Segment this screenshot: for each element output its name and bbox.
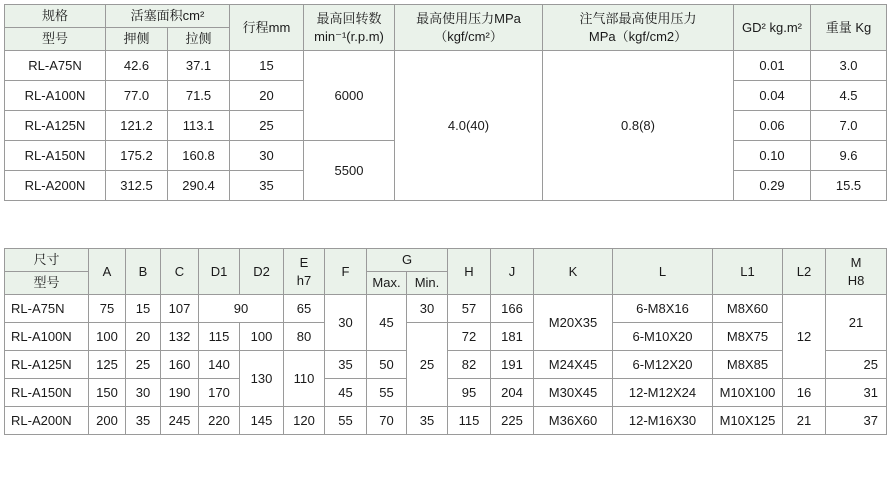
weight-header: 重量 Kg	[811, 5, 887, 51]
model-cell: RL-A150N	[5, 141, 106, 171]
cell-L1: M8X75	[713, 323, 783, 351]
cell-C: 107	[161, 295, 199, 323]
col-E-header-line2: h7	[296, 272, 312, 288]
model-cell: RL-A200N	[5, 171, 106, 201]
cell-A: 75	[89, 295, 126, 323]
weight-cell: 9.6	[811, 141, 887, 171]
spec-header-cell: 规格	[5, 5, 106, 28]
rpm-cell: 6000	[304, 51, 395, 141]
model-cell: RL-A200N	[5, 407, 89, 435]
cell-G-max: 55	[367, 379, 407, 407]
cell-D1: 170	[199, 379, 240, 407]
weight-cell: 7.0	[811, 111, 887, 141]
spec-table	[4, 4, 887, 201]
cell-H: 72	[448, 323, 491, 351]
cell-M-merged: 21	[826, 295, 887, 351]
cell-E-merged: 110	[284, 351, 325, 407]
table-row	[5, 407, 887, 435]
cell-L1: M10X100	[713, 379, 783, 407]
pull-cell: 71.5	[168, 81, 230, 111]
cell-D1: 220	[199, 407, 240, 435]
col-L1-header: L1	[713, 249, 783, 295]
gd2-cell: 0.06	[734, 111, 811, 141]
col-J-header: J	[491, 249, 534, 295]
model-cell: RL-A75N	[5, 295, 89, 323]
cell-H: 115	[448, 407, 491, 435]
cell-L: 6-M10X20	[613, 323, 713, 351]
cell-L: 6-M12X20	[613, 351, 713, 379]
cell-L2-merged: 12	[783, 295, 826, 379]
max-pressure-header-line1: 最高使用压力MPa	[416, 10, 521, 26]
gd2-cell: 0.29	[734, 171, 811, 201]
cell-L: 12-M16X30	[613, 407, 713, 435]
col-G-max-header: Max.	[367, 272, 407, 295]
cell-D2: 100	[240, 323, 284, 351]
cell-K: M36X60	[534, 407, 613, 435]
cell-L1: M8X60	[713, 295, 783, 323]
inject-pressure-header-line2: MPa（kgf/cm2）	[588, 28, 688, 44]
cell-L1: M10X125	[713, 407, 783, 435]
cell-B: 35	[126, 407, 161, 435]
stroke-cell: 30	[230, 141, 304, 171]
cell-B: 25	[126, 351, 161, 379]
max-rpm-header-line1: 最高回转数	[316, 10, 382, 26]
cell-J: 166	[491, 295, 534, 323]
cell-G-max-merged: 45	[367, 295, 407, 351]
pull-cell: 290.4	[168, 171, 230, 201]
col-L-header: L	[613, 249, 713, 295]
col-H-header: H	[448, 249, 491, 295]
cell-E: 120	[284, 407, 325, 435]
cell-F: 35	[325, 351, 367, 379]
pull-cell: 160.8	[168, 141, 230, 171]
cell-A: 150	[89, 379, 126, 407]
cell-A: 100	[89, 323, 126, 351]
dimension-table	[4, 248, 887, 435]
model-cell: RL-A125N	[5, 351, 89, 379]
col-M-header	[826, 249, 887, 295]
inject-pressure-header	[543, 5, 734, 51]
col-F-header: F	[325, 249, 367, 295]
cell-L2: 16	[783, 379, 826, 407]
model-cell: RL-A75N	[5, 51, 106, 81]
cell-D1: 140	[199, 351, 240, 379]
cell-G-max: 50	[367, 351, 407, 379]
cell-F: 45	[325, 379, 367, 407]
cell-C: 160	[161, 351, 199, 379]
cell-G-min-merged: 25	[407, 323, 448, 407]
col-A-header: A	[89, 249, 126, 295]
cell-A: 125	[89, 351, 126, 379]
gd2-cell: 0.04	[734, 81, 811, 111]
col-D1-header: D1	[199, 249, 240, 295]
cell-C: 190	[161, 379, 199, 407]
cell-L: 6-M8X16	[613, 295, 713, 323]
stroke-cell: 15	[230, 51, 304, 81]
gd2-header: GD² kg.m²	[734, 5, 811, 51]
cell-J: 191	[491, 351, 534, 379]
cell-F: 55	[325, 407, 367, 435]
col-B-header: B	[126, 249, 161, 295]
weight-cell: 3.0	[811, 51, 887, 81]
pull-side-header: 拉侧	[168, 28, 230, 51]
col-E-header-line1: E	[299, 254, 309, 270]
model-cell: RL-A100N	[5, 323, 89, 351]
inject-pressure-header-line1: 注气部最高使用压力	[579, 10, 697, 26]
cell-K: M24X45	[534, 351, 613, 379]
cell-G-max: 70	[367, 407, 407, 435]
cell-D2: 145	[240, 407, 284, 435]
col-G-min-header: Min.	[407, 272, 448, 295]
stroke-cell: 35	[230, 171, 304, 201]
push-cell: 175.2	[106, 141, 168, 171]
cell-C: 132	[161, 323, 199, 351]
stroke-header: 行程mm	[230, 5, 304, 51]
cell-D2-merged: 130	[240, 351, 284, 407]
cell-E: 80	[284, 323, 325, 351]
table-row	[5, 51, 887, 81]
stroke-cell: 20	[230, 81, 304, 111]
push-cell: 312.5	[106, 171, 168, 201]
pull-cell: 113.1	[168, 111, 230, 141]
cell-L2: 21	[783, 407, 826, 435]
cell-J: 204	[491, 379, 534, 407]
max-rpm-header	[304, 5, 395, 51]
gd2-cell: 0.01	[734, 51, 811, 81]
max-pressure-header-line2: （kgf/cm²）	[434, 28, 503, 44]
cell-C: 245	[161, 407, 199, 435]
col-K-header: K	[534, 249, 613, 295]
cell-K-merged: M20X35	[534, 295, 613, 351]
cell-G-min: 30	[407, 295, 448, 323]
max-pressure-cell: 4.0(40)	[395, 51, 543, 201]
cell-L: 12-M12X24	[613, 379, 713, 407]
cell-D1: 115	[199, 323, 240, 351]
cell-M: 31	[826, 379, 887, 407]
col-M-header-line2: H8	[847, 272, 865, 288]
cell-F-merged: 30	[325, 295, 367, 351]
max-pressure-header	[395, 5, 543, 51]
col-C-header: C	[161, 249, 199, 295]
col-D2-header: D2	[240, 249, 284, 295]
col-E-header	[284, 249, 325, 295]
rpm-cell: 5500	[304, 141, 395, 201]
cell-B: 15	[126, 295, 161, 323]
cell-L1: M8X85	[713, 351, 783, 379]
piston-area-header: 活塞面积cm²	[106, 5, 230, 28]
cell-M: 37	[826, 407, 887, 435]
weight-cell: 15.5	[811, 171, 887, 201]
push-cell: 42.6	[106, 51, 168, 81]
gd2-cell: 0.10	[734, 141, 811, 171]
cell-K: M30X45	[534, 379, 613, 407]
cell-B: 30	[126, 379, 161, 407]
max-rpm-header-line2: min⁻¹(r.p.m)	[314, 28, 384, 44]
model-header-cell: 型号	[5, 272, 89, 295]
cell-E: 65	[284, 295, 325, 323]
model-cell: RL-A100N	[5, 81, 106, 111]
table-row	[5, 323, 887, 351]
cell-J: 225	[491, 407, 534, 435]
push-side-header: 押侧	[106, 28, 168, 51]
size-header-cell: 尺寸	[5, 249, 89, 272]
push-cell: 77.0	[106, 81, 168, 111]
cell-B: 20	[126, 323, 161, 351]
stroke-cell: 25	[230, 111, 304, 141]
table-row	[5, 295, 887, 323]
model-header-cell: 型号	[5, 28, 106, 51]
col-G-header: G	[367, 249, 448, 272]
cell-H: 82	[448, 351, 491, 379]
cell-A: 200	[89, 407, 126, 435]
push-cell: 121.2	[106, 111, 168, 141]
model-cell: RL-A150N	[5, 379, 89, 407]
cell-M: 25	[826, 351, 887, 379]
cell-H: 95	[448, 379, 491, 407]
model-cell: RL-A125N	[5, 111, 106, 141]
cell-D-merged: 90	[199, 295, 284, 323]
cell-G-min: 35	[407, 407, 448, 435]
cell-H: 57	[448, 295, 491, 323]
col-L2-header: L2	[783, 249, 826, 295]
cell-J: 181	[491, 323, 534, 351]
inject-pressure-cell: 0.8(8)	[543, 51, 734, 201]
col-M-header-line1: M	[850, 254, 862, 270]
pull-cell: 37.1	[168, 51, 230, 81]
weight-cell: 4.5	[811, 81, 887, 111]
